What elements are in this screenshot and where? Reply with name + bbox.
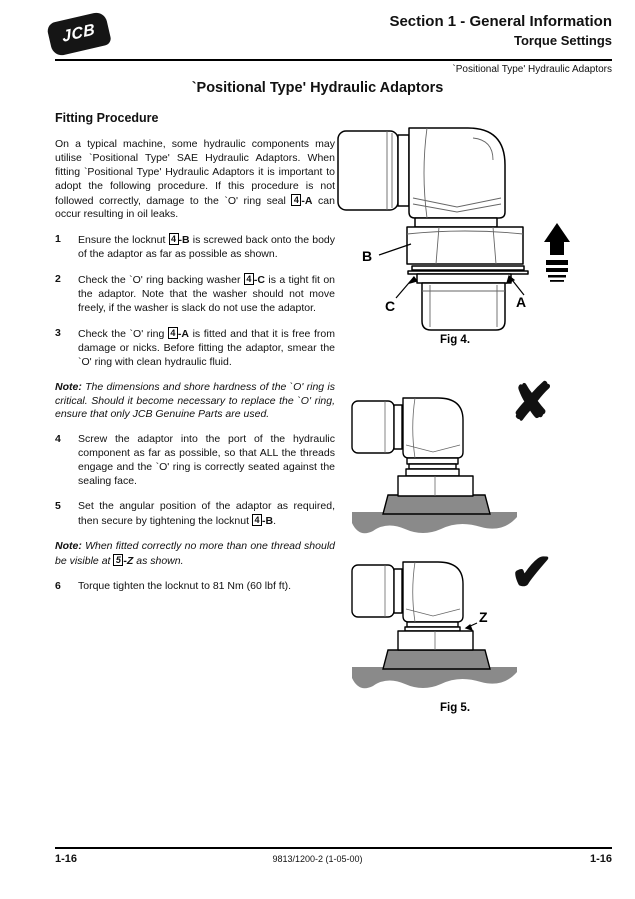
step-text-segment: Check the `O' ring [78,327,168,340]
figure-ref-suffix: -B [178,234,190,247]
note-text: When fitted correctly no more than one thread should be visible at [55,539,335,567]
step-number: 6 [55,579,61,592]
note-one-thread-visible [55,540,335,569]
jcb-logo [46,11,112,58]
header-section-title: Section 1 - General Information [389,13,612,30]
step-6 [55,580,335,594]
figure-ref-box[interactable]: 4 [291,194,301,206]
step-5 [55,500,335,529]
fig4-label-a: A [516,294,527,310]
step-number: 3 [55,326,61,339]
fig4-adaptor-drawing [335,108,612,353]
step-2 [55,273,335,316]
note-oring-genuine-parts [55,381,335,423]
note-text: The dimensions and shore hardness of the `O' ring is critical. Should it become necessary to replace the `O' ring, ensure that only JCB Genuine Parts are used. [55,380,335,421]
step-text-segment: is fitted and that it is free from damage or nicks. Before fitting the adaptor, smear the `O' ring with clean hydraulic fluid. [78,327,335,368]
fig5-boss-upper [383,495,490,514]
note-text: as shown. [133,554,184,567]
fig4-elbow-body [409,128,505,218]
figure-ref-box[interactable]: 4 [168,327,178,339]
fig5-label-z: Z [479,609,488,625]
figure-ref-link[interactable] [168,328,189,340]
intro-paragraph [55,138,335,222]
note-label: Note: [55,380,82,393]
header-subsection-title: Torque Settings [514,33,612,48]
fig5-surface-lower [352,667,517,688]
figure-ref-link[interactable] [169,234,190,246]
figure-ref-link[interactable] [113,555,133,567]
incorrect-mark-icon: ✘ [510,374,554,432]
up-direction-arrow-icon [544,223,570,282]
intro-text-end: can occur resulting in oil leaks. [55,194,335,221]
step-number: 1 [55,233,61,246]
fitting-procedure-heading: Fitting Procedure [55,111,159,125]
fig5-incorrect-assembly [352,374,554,533]
page-title: `Positional Type' Hydraulic Adaptors [191,80,444,96]
header-rule [55,59,612,61]
jcb-logo-text: JCB [61,21,97,46]
figure-ref-suffix: -A [301,194,313,207]
fig5-surface-upper [352,512,517,533]
step-text-segment: is a tight fit on the adaptor. Note that the washer should not move freely, if the washer is slack do not use the adaptor. [78,274,336,314]
step-text [78,327,335,370]
step-1 [55,233,335,262]
fig4-label-c: C [385,298,396,314]
footer-doc-ref: 9813/1200-2 (1-05-00) [272,854,363,864]
step-4 [55,433,335,489]
fig5-boss-lower [383,650,490,669]
fig5-correct-assembly [352,544,554,688]
fig4-collar [415,218,497,227]
step-text [78,233,335,262]
step-text-segment: Set the angular position of the adaptor as required, then secure by tightening the locknut [78,499,335,527]
figure-ref-box[interactable]: 4 [252,514,262,526]
footer-rule [55,847,612,849]
figure-ref-link[interactable] [244,274,265,286]
fig4-elbow-inlet [338,131,398,210]
correct-mark-icon: ✔ [510,544,554,602]
figure-ref-link[interactable] [252,515,273,527]
step-text [78,500,335,529]
note-label: Note: [55,539,82,552]
figure-ref-suffix: -B [261,514,274,527]
figure-ref-suffix: -C [253,274,265,287]
fig4-backing-washer [412,266,524,270]
fig4-thread-lip [417,274,511,283]
step-number: 5 [55,499,61,512]
step-text-segment: is screwed back onto the body of the adaptor as far as possible as shown. [78,234,335,261]
fig5-adaptor-drawing [335,365,612,725]
step-text: Screw the adaptor into the port of the hydraulic component as far as possible, so that ALL the threads engage and the `O' ring is correctly seated against the sealing face. [78,433,335,488]
figure-ref-suffix: -Z [123,554,134,567]
figure-ref-box[interactable]: 4 [244,273,254,285]
fig4-caption: Fig 4. [439,334,471,346]
breadcrumb: `Positional Type' Hydraulic Adaptors [452,64,612,75]
step-text-segment: Check the `O' ring backing washer [78,274,244,287]
figure-ref-link[interactable] [291,195,312,207]
figure-ref-suffix: -A [177,327,189,340]
footer-page-number-right: 1-16 [589,853,612,865]
step-number: 2 [55,273,61,286]
step-text [78,273,335,316]
step-number: 4 [55,433,61,446]
figure-ref-box[interactable]: 5 [113,554,123,566]
text-column [55,112,335,604]
footer-page-number-left: 1-16 [55,853,78,865]
header [389,13,612,48]
step-text-segment: . [273,514,276,527]
fig5-caption: Fig 5. [439,702,471,714]
step-text-segment: Ensure the locknut [78,234,169,247]
fig4-elbow-neck [398,135,409,206]
fig4-threaded-stub [422,283,505,330]
fig4-label-b: B [362,248,373,264]
figure-ref-box[interactable]: 4 [169,233,179,245]
step-3 [55,327,335,370]
intro-text: On a typical machine, some hydraulic components may utilise `Positional Type' SAE Hydraulic Adaptors. When fitting `Positional Type' Hydraulic Adaptors it is important to adopt the following procedure. If this procedure is not followed correctly, damage to the `O' ring seal [55,137,335,207]
step-text: Torque tighten the locknut to 81 Nm (60 lbf ft). [78,579,292,592]
